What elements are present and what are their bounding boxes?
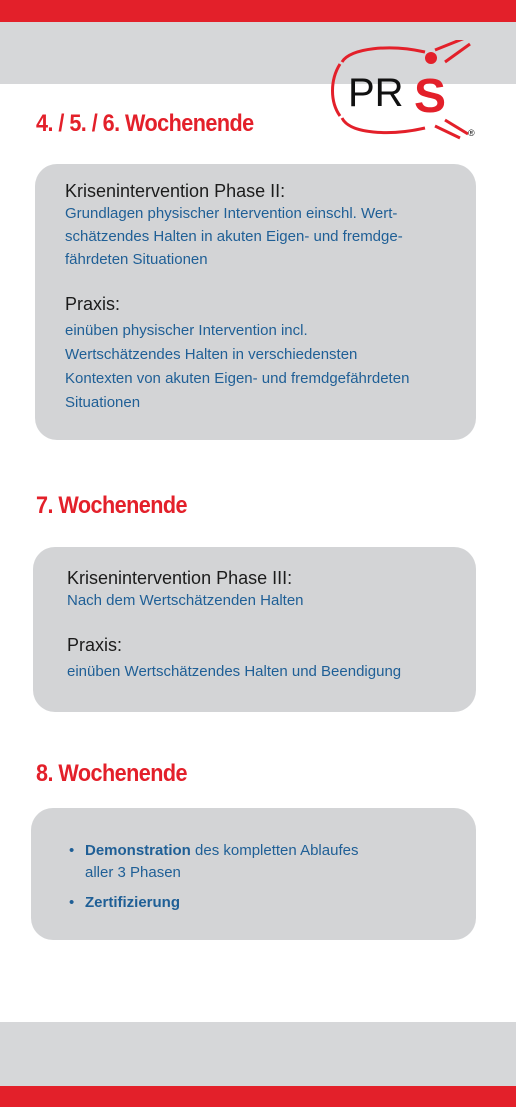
list-item: • Demonstration des kompletten Ablaufes aller 3 Phasen <box>69 842 359 881</box>
svg-text:PR: PR <box>348 71 404 115</box>
section-heading-weekend-8: 8. Wochenende <box>36 760 188 787</box>
bullet-list <box>69 840 464 914</box>
bottom-red-band <box>0 1086 516 1107</box>
prs-logo <box>330 40 480 140</box>
phase-description: Nach dem Wertschätzenden Halten <box>67 592 304 609</box>
phase-title: Krisenintervention Phase II: <box>65 181 286 201</box>
bullet-icon: • <box>69 842 75 859</box>
card-phase-3 <box>33 547 476 712</box>
praxis-description: einüben Wertschätzendes Halten und Beendigung <box>67 663 402 680</box>
bottom-grey-band <box>0 1022 516 1086</box>
praxis-description: einüben physischer Intervention incl. Wertschätzendes Halten in verschiedensten Kontexten von akuten Eigen- und fremdgefährdeten Situationen <box>65 322 410 411</box>
phase-description: Grundlagen physischer Intervention einschl. Wert- schätzendes Halten in akuten Eigen- und fremdge- fährdeten Situationen <box>65 205 403 268</box>
card-certification <box>31 808 476 940</box>
praxis-title: Praxis: <box>67 635 123 655</box>
section-heading-weekend-7: 7. Wochenende <box>36 492 188 519</box>
card-phase-2 <box>35 164 476 440</box>
list-item: • Zertifizierung <box>69 892 464 914</box>
top-red-band <box>0 0 516 22</box>
svg-text:®: ® <box>468 128 475 138</box>
bullet-icon: • <box>69 894 75 911</box>
svg-text:S: S <box>414 70 447 123</box>
section-heading-weekends-4-6: 4. / 5. / 6. Wochenende <box>36 110 254 137</box>
praxis-title: Praxis: <box>65 294 121 314</box>
phase-title: Krisenintervention Phase III: <box>67 568 293 588</box>
